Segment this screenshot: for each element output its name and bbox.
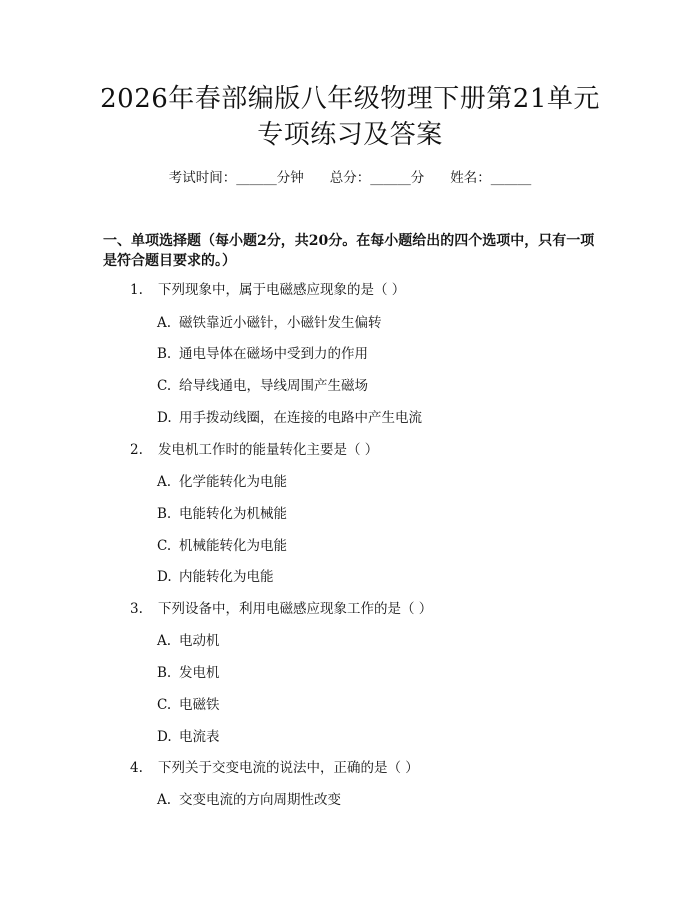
question-text: 发电机工作时的能量转化主要是（ ） <box>158 442 379 458</box>
question-text: 下列关于交变电流的说法中，正确的是（ ） <box>158 760 419 776</box>
question-number: 4. <box>130 760 143 776</box>
option-3b <box>157 664 220 682</box>
option-3d <box>157 728 220 746</box>
option-letter: D. <box>157 729 172 745</box>
question-number: 1. <box>130 282 143 298</box>
option-letter: A. <box>157 792 172 808</box>
document-title-line-2: 专项练习及答案 <box>257 120 443 150</box>
option-letter: B. <box>157 506 172 522</box>
option-text: 机械能转化为电能 <box>179 538 287 554</box>
document-title-line-1: 2026年春部编版八年级物理下册第21单元 <box>100 84 600 114</box>
option-text: 用手拨动线圈，在连接的电路中产生电流 <box>179 410 422 426</box>
question-number: 3. <box>130 601 143 617</box>
question-4 <box>130 759 419 777</box>
option-text: 发电机 <box>179 665 220 681</box>
option-2a <box>157 473 287 491</box>
option-letter: C. <box>157 538 172 554</box>
exam-time-field: 考试时间：______分钟 <box>168 170 304 186</box>
student-name-field: 姓名：______ <box>450 170 532 186</box>
option-text: 通电导体在磁场中受到力的作用 <box>179 346 368 362</box>
option-letter: C. <box>157 378 172 394</box>
option-1c <box>157 377 368 395</box>
option-letter: B. <box>157 346 172 362</box>
option-1b <box>157 345 368 363</box>
option-4a <box>157 791 341 809</box>
option-1a <box>157 314 382 332</box>
option-letter: B. <box>157 665 172 681</box>
section-heading-line-2: 是符合题目要求的。） <box>103 253 236 269</box>
option-text: 电流表 <box>179 729 220 745</box>
option-text: 给导线通电，导线周围产生磁场 <box>179 378 368 394</box>
exam-info <box>0 169 700 187</box>
option-2c <box>157 537 287 555</box>
section-heading-line-1: 一、单项选择题（每小题2分，共20分。在每小题给出的四个选项中，只有一项 <box>103 233 595 249</box>
option-letter: C. <box>157 697 172 713</box>
option-text: 内能转化为电能 <box>179 569 274 585</box>
option-3c <box>157 696 220 714</box>
option-text: 电动机 <box>179 633 220 649</box>
option-letter: A. <box>157 633 172 649</box>
option-text: 交变电流的方向周期性改变 <box>179 792 341 808</box>
question-1 <box>130 281 405 299</box>
option-letter: D. <box>157 569 172 585</box>
option-letter: A. <box>157 315 172 331</box>
option-2b <box>157 505 287 523</box>
question-text: 下列现象中，属于电磁感应现象的是（ ） <box>158 282 406 298</box>
option-letter: A. <box>157 474 172 490</box>
total-score-field: 总分：______分 <box>329 170 425 186</box>
option-2d <box>157 568 274 586</box>
question-2 <box>130 441 378 459</box>
option-text: 电能转化为机械能 <box>179 506 287 522</box>
option-3a <box>157 632 220 650</box>
option-text: 化学能转化为电能 <box>179 474 287 490</box>
option-1d <box>157 409 422 427</box>
question-3 <box>130 600 432 618</box>
question-text: 下列设备中，利用电磁感应现象工作的是（ ） <box>158 601 433 617</box>
option-letter: D. <box>157 410 172 426</box>
question-number: 2. <box>130 442 143 458</box>
option-text: 电磁铁 <box>179 697 220 713</box>
option-text: 磁铁靠近小磁针，小磁针发生偏转 <box>179 315 382 331</box>
